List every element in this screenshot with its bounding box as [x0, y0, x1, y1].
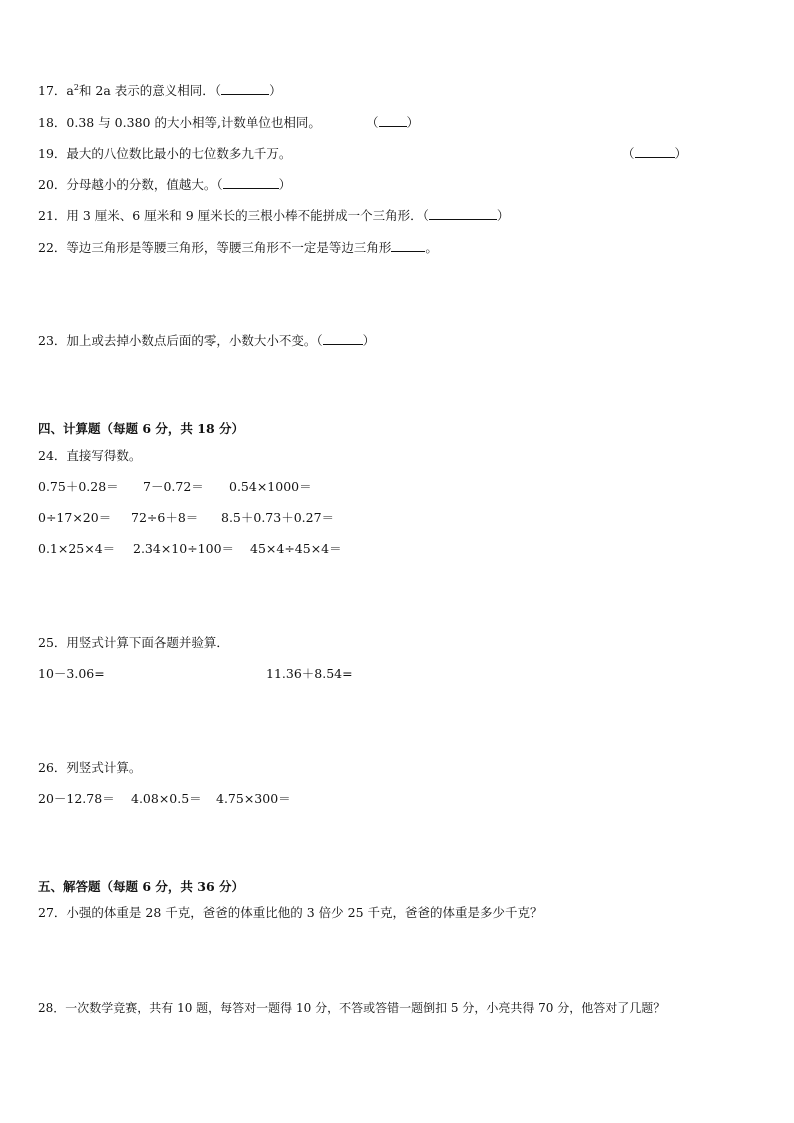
answer-blank[interactable] — [379, 115, 407, 127]
question-25 — [38, 635, 229, 651]
question-text: 小强的体重是 28 千克，爸爸的体重比他的 3 倍少 25 千克，爸爸的体重是多少千克？ — [66, 905, 543, 920]
expression: 7－0.72＝ — [143, 479, 204, 494]
expression: 20－12.78＝ — [38, 791, 115, 806]
expression: 10－3.06= — [38, 666, 105, 681]
question-number: 21． — [38, 208, 67, 223]
expression: 72÷6＋8＝ — [131, 510, 199, 525]
question-text: 和 2a 表示的意义相同．（ — [78, 83, 222, 98]
question-number: 26． — [38, 760, 67, 775]
question-21 — [38, 208, 509, 224]
expression: 4.75×300＝ — [216, 791, 291, 806]
close-paren: ） — [674, 146, 688, 161]
section-4-heading: 四、计算题（每题 6 分，共 18 分） — [38, 421, 245, 436]
expression: 8.5＋0.73＋0.27＝ — [221, 510, 335, 525]
answer-19 — [622, 146, 687, 162]
question-text-a: a — [66, 83, 74, 98]
section-5-heading: 五、解答题（每题 6 分，共 36 分） — [38, 879, 245, 894]
question-text: 直接写得数。 — [66, 448, 142, 463]
question-text: 0.38 与 0.380 的大小相等,计数单位也相同。 — [66, 115, 321, 130]
question-tail: 。 — [425, 240, 438, 255]
expression: 0.75＋0.28＝ — [38, 479, 119, 494]
close-paren: ） — [496, 208, 510, 223]
open-paren: （ — [622, 146, 635, 161]
question-26 — [38, 760, 141, 776]
question-number: 25． — [38, 635, 67, 650]
question-number: 20． — [38, 177, 67, 192]
question-number: 22． — [38, 240, 67, 255]
question-24 — [38, 448, 141, 464]
question-text: 分母越小的分数，值越大。（ — [66, 177, 223, 192]
expression: 0÷17×20＝ — [38, 510, 112, 525]
close-paren: ） — [362, 333, 376, 348]
question-number: 28． — [38, 1001, 66, 1015]
question-text: 一次数学竞赛，共有 10 题，每答对一题得 10 分，不答或答错一题倒扣 5 分，小亮共得 70 分，他答对了几题？ — [65, 1001, 666, 1015]
question-text: 用竖式计算下面各题并验算． — [66, 635, 229, 650]
question-20 — [38, 177, 291, 193]
question-18 — [38, 115, 321, 131]
question-28 — [38, 1000, 665, 1016]
expression: 4.08×0.5＝ — [131, 791, 202, 806]
question-number: 18． — [38, 115, 67, 130]
question-number: 27． — [38, 905, 67, 920]
question-number: 23． — [38, 333, 67, 348]
expression: 2.34×10÷100＝ — [133, 541, 235, 556]
question-text: 等边三角形是等腰三角形，等腰三角形不一定是等边三角形 — [66, 240, 392, 255]
expression: 0.54×1000＝ — [229, 479, 312, 494]
expression: 45×4÷45×4＝ — [250, 541, 342, 556]
answer-blank[interactable] — [429, 208, 497, 220]
answer-18 — [366, 115, 419, 131]
question-27 — [38, 905, 543, 921]
question-text: 最大的八位数比最小的七位数多九千万。 — [66, 146, 292, 161]
question-17 — [38, 83, 282, 99]
question-19 — [38, 146, 291, 162]
close-paren: ） — [278, 177, 292, 192]
question-text: 列竖式计算。 — [66, 760, 142, 775]
answer-blank[interactable] — [323, 333, 363, 345]
close-paren: ） — [406, 115, 420, 130]
question-text: 加上或去掉小数点后面的零，小数大小不变。（ — [66, 333, 323, 348]
expression: 11.36＋8.54= — [266, 666, 353, 681]
question-text: 用 3 厘米、6 厘米和 9 厘米长的三根小棒不能拼成一个三角形．（ — [66, 208, 429, 223]
expression: 0.1×25×4＝ — [38, 541, 116, 556]
superscript: 2 — [73, 82, 79, 92]
answer-blank[interactable] — [221, 83, 269, 95]
question-22 — [38, 240, 438, 256]
question-number: 24． — [38, 448, 67, 463]
question-number: 17． — [38, 83, 67, 98]
answer-blank[interactable] — [223, 177, 279, 189]
answer-blank[interactable] — [391, 240, 425, 252]
question-number: 19． — [38, 146, 67, 161]
question-23 — [38, 333, 375, 349]
answer-blank[interactable] — [635, 146, 675, 158]
open-paren: （ — [366, 115, 379, 130]
close-paren: ） — [269, 83, 282, 98]
